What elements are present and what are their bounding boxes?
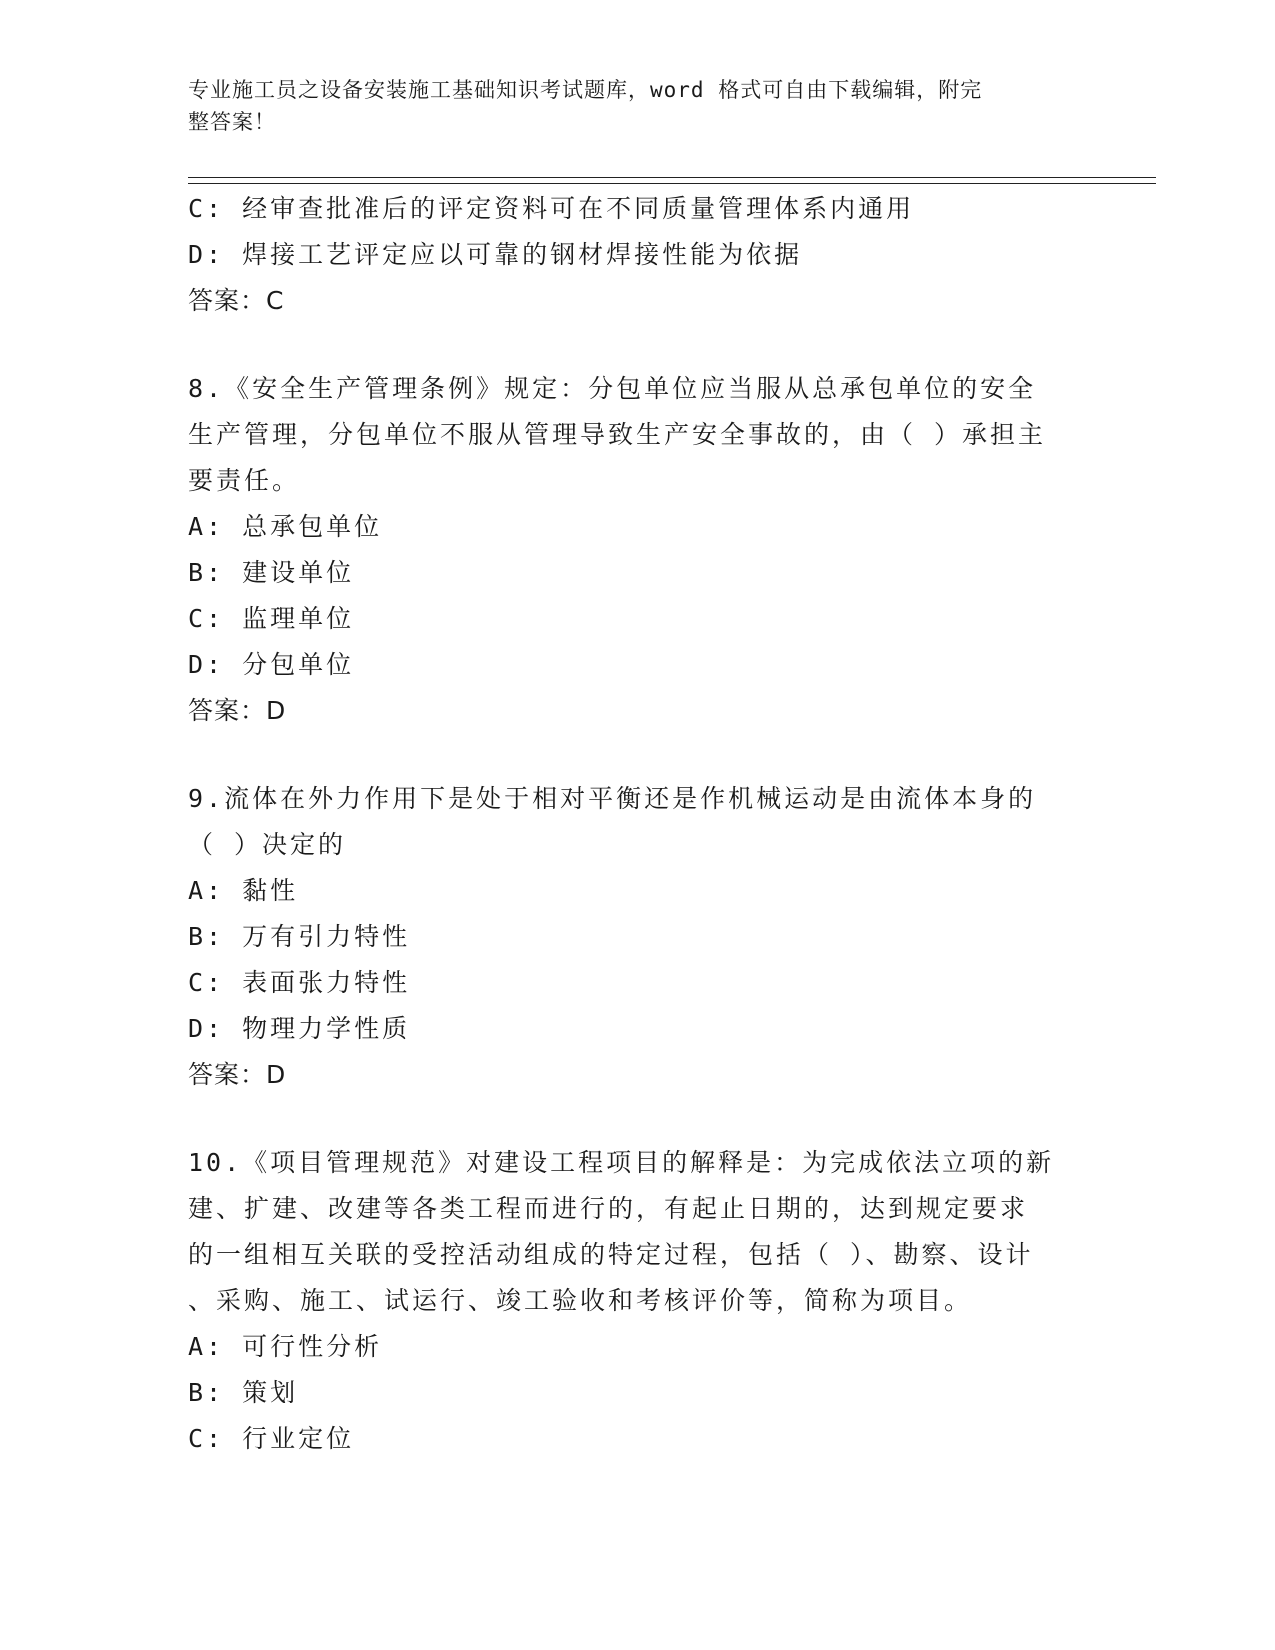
q10-option-c: C: 行业定位 xyxy=(188,1424,355,1453)
q8-answer: 答案：D xyxy=(188,696,287,725)
question-8 xyxy=(188,366,1088,734)
spacer xyxy=(188,1098,1088,1140)
q10-stem-line-4: 、采购、施工、试运行、竣工验收和考核评价等，简称为项目。 xyxy=(188,1286,973,1315)
header-divider-bottom xyxy=(188,183,1156,184)
q9-answer: 答案：D xyxy=(188,1060,287,1089)
q7-option-c: C: 经审查批准后的评定资料可在不同质量管理体系内通用 xyxy=(188,194,915,223)
question-10 xyxy=(188,1140,1088,1462)
question-body xyxy=(188,186,1088,1462)
q10-stem-line-1: 10.《项目管理规范》对建设工程项目的解释是：为完成依法立项的新 xyxy=(188,1148,1055,1177)
q9-stem-line-2: （ ）决定的 xyxy=(188,830,347,859)
q9-option-d: D: 物理力学性质 xyxy=(188,1014,411,1043)
q8-option-d: D: 分包单位 xyxy=(188,650,355,679)
q8-option-c: C: 监理单位 xyxy=(188,604,355,633)
document-header xyxy=(188,74,1068,138)
question-9 xyxy=(188,776,1088,1098)
header-line-2: 整答案！ xyxy=(188,110,276,134)
q8-stem-line-2: 生产管理，分包单位不服从管理导致生产安全事故的，由（ ）承担主 xyxy=(188,420,1047,449)
q8-option-a: A: 总承包单位 xyxy=(188,512,383,541)
q9-option-c: C: 表面张力特性 xyxy=(188,968,411,997)
q10-option-a: A: 可行性分析 xyxy=(188,1332,383,1361)
question-7-tail xyxy=(188,186,1088,324)
q9-option-b: B: 万有引力特性 xyxy=(188,922,411,951)
q10-stem-line-3: 的一组相互关联的受控活动组成的特定过程，包括（ ）、勘察、设计 xyxy=(188,1240,1034,1269)
q7-answer: 答案：C xyxy=(188,286,285,315)
header-line-1: 专业施工员之设备安装施工基础知识考试题库，word 格式可自由下载编辑，附完 xyxy=(188,78,983,102)
q8-stem-line-3: 要责任。 xyxy=(188,466,301,495)
spacer xyxy=(188,324,1088,366)
q10-option-b: B: 策划 xyxy=(188,1378,299,1407)
header-divider-top xyxy=(188,177,1156,178)
q8-option-b: B: 建设单位 xyxy=(188,558,355,587)
q9-option-a: A: 黏性 xyxy=(188,876,299,905)
spacer xyxy=(188,734,1088,776)
q7-option-d: D: 焊接工艺评定应以可靠的钢材焊接性能为依据 xyxy=(188,240,803,269)
q9-stem-line-1: 9.流体在外力作用下是处于相对平衡还是作机械运动是由流体本身的 xyxy=(188,784,1037,813)
q10-stem-line-2: 建、扩建、改建等各类工程而进行的，有起止日期的，达到规定要求 xyxy=(188,1194,1029,1223)
q8-stem-line-1: 8.《安全生产管理条例》规定：分包单位应当服从总承包单位的安全 xyxy=(188,374,1037,403)
